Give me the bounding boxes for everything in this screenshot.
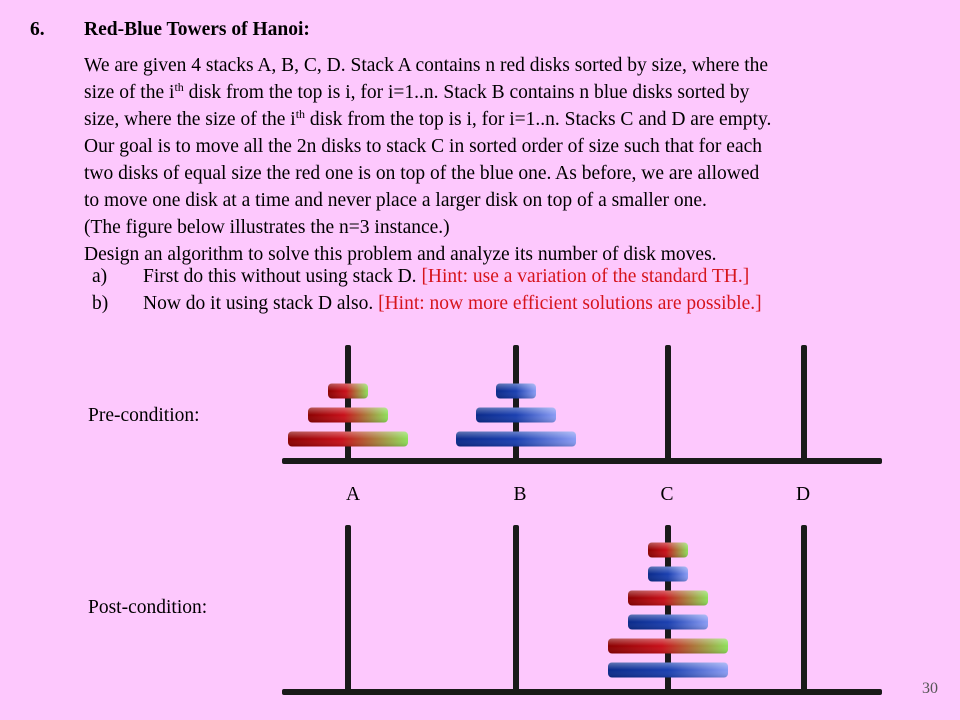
hint-text: [Hint: use a variation of the standard TH.]	[421, 266, 750, 287]
pre-condition-diagram	[282, 345, 882, 464]
disk-shine	[628, 615, 708, 630]
statement-line: Our goal is to move all the 2n disks to stack C in sorted order of size such that for each	[84, 136, 763, 157]
statement-line: to move one disk at a time and never place a larger disk on top of a smaller one.	[84, 190, 707, 211]
peg-a	[345, 525, 351, 692]
statement-line: two disks of equal size the red one is on top of the blue one. As before, we are allowed	[84, 163, 760, 184]
statement-line: (The figure below illustrates the n=3 instance.)	[84, 217, 450, 238]
disk-shine	[288, 432, 408, 447]
peg-label-d: D	[795, 484, 811, 505]
pre-condition-label: Pre-condition:	[88, 405, 200, 426]
disk-shine	[308, 408, 388, 423]
post-condition-label: Post-condition:	[88, 597, 208, 618]
disk-shine	[496, 384, 536, 399]
list-marker: b)	[92, 293, 109, 314]
disk-shine	[476, 408, 556, 423]
disk-shine	[608, 663, 728, 678]
sub-question-text: Now do it using stack D also.	[143, 293, 379, 314]
statement-line: size, where the size of the $i^{th}$ disk from the top is i, for i=1..n. Stacks C and D are empty.	[84, 107, 772, 130]
disk-shine	[328, 384, 368, 399]
list-marker: a)	[92, 266, 108, 287]
peg-c	[665, 345, 671, 462]
base-bar	[282, 689, 882, 695]
disk-shine	[648, 543, 688, 558]
disk-shine	[648, 567, 688, 582]
peg-b	[513, 525, 519, 692]
base-bar	[282, 458, 882, 464]
peg-label-a: A	[345, 484, 361, 505]
post-condition-diagram	[282, 525, 882, 695]
statement-line: We are given 4 stacks A, B, C, D. Stack A contains n red disks sorted by size, where the	[84, 55, 769, 76]
disk-shine	[456, 432, 576, 447]
sub-question-text: First do this without using stack D.	[143, 266, 422, 287]
problem-number: 6.	[30, 19, 45, 40]
page-number: 30	[922, 680, 938, 697]
peg-label-b: B	[513, 484, 527, 505]
statement-line: size of the $i^{th}$ disk from the top is i, for i=1..n. Stack B contains n blue disks sorted by	[84, 80, 750, 103]
statement-line: Design an algorithm to solve this problem and analyze its number of disk moves.	[84, 244, 717, 265]
disk-shine	[628, 591, 708, 606]
peg-d	[801, 525, 807, 692]
peg-d	[801, 345, 807, 462]
peg-label-c: C	[660, 484, 674, 505]
disk-shine	[608, 639, 728, 654]
hint-text: [Hint: now more efficient solutions are possible.]	[378, 293, 762, 314]
problem-title: Red-Blue Towers of Hanoi:	[84, 19, 310, 40]
